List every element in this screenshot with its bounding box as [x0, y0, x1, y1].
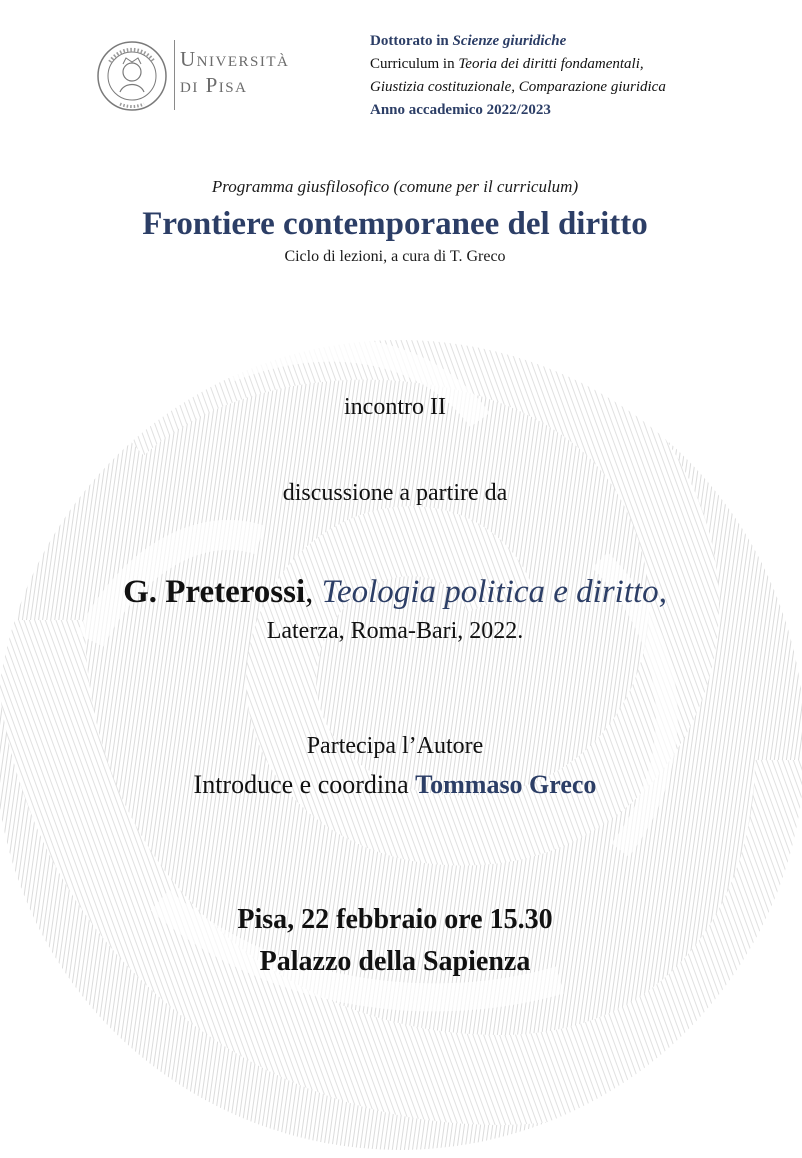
curriculum-line: Curriculum in Teoria dei diritti fondamentali, — [370, 56, 644, 72]
moderator-prefix: Introduce e coordina — [193, 770, 416, 799]
moderator-line — [0, 768, 790, 802]
logo-divider — [174, 40, 175, 110]
university-name-line2: di Pisa — [180, 73, 248, 97]
book-title: Teologia politica e diritto — [321, 574, 659, 610]
program-info — [370, 30, 790, 122]
university-name-line1: Università — [180, 47, 290, 71]
title-block — [0, 174, 790, 268]
meeting-number: incontro II — [344, 394, 446, 420]
discussion-intro: discussione a partire da — [282, 480, 508, 506]
university-seal-icon — [96, 40, 168, 112]
doctorate-field: Scienze giuridiche — [452, 33, 567, 49]
book-publisher: Laterza, Roma-Bari, 2022. — [266, 618, 524, 644]
curriculum-name-1: Teoria dei diritti fondamentali, — [458, 56, 644, 72]
event-date-time: Pisa, 22 febbraio ore 15.30 — [237, 904, 553, 935]
book-author: G. Preterossi — [123, 574, 306, 610]
university-name — [180, 46, 289, 98]
book-title-end: , — [658, 574, 667, 610]
doctorate-line: Dottorato in Scienze giuridiche — [370, 33, 567, 49]
event-venue: Palazzo della Sapienza — [259, 946, 531, 977]
book-separator: , — [305, 574, 322, 610]
university-logo — [96, 38, 326, 114]
event-title: Frontiere contemporanee del diritto — [142, 206, 648, 242]
moderator-name: Tommaso Greco — [415, 770, 597, 799]
program-note: Programma giusfilosofico (comune per il curriculum) — [211, 177, 579, 196]
curriculum-line-2 — [370, 76, 790, 99]
curriculum-name-2: Giustizia costituzionale, Comparazione giuridica — [370, 79, 666, 95]
academic-year: Anno accademico 2022/2023 — [370, 102, 551, 118]
participant-line: Partecipa l’Autore — [306, 733, 484, 759]
book-citation — [0, 570, 790, 614]
series-note: Ciclo di lezioni, a cura di T. Greco — [284, 248, 506, 265]
